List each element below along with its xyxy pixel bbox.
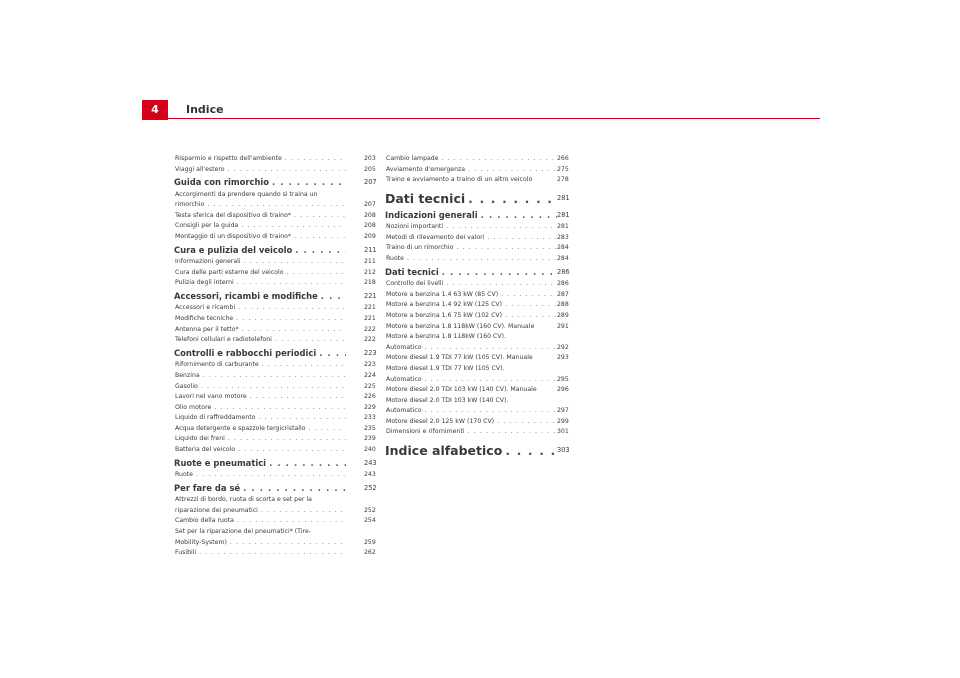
- toc-entry[interactable]: [385, 311, 557, 322]
- toc-entry-text[interactable]: Set per la riparazione dei pneumatici* (Tire-: [175, 528, 311, 536]
- toc-entry[interactable]: [174, 413, 346, 424]
- toc-entry[interactable]: [174, 200, 346, 211]
- dot-leader: [196, 470, 346, 481]
- toc-entry[interactable]: [174, 424, 346, 435]
- toc-page-number: 286: [557, 280, 569, 288]
- toc-page-number: 226: [364, 393, 376, 401]
- toc-entry-label: Benzina: [175, 371, 200, 379]
- toc-page-number: 301: [557, 428, 569, 436]
- toc-page-number: 235: [364, 424, 376, 432]
- toc-entry[interactable]: [174, 268, 346, 279]
- toc-entry[interactable]: [174, 278, 346, 289]
- toc-entry[interactable]: [174, 516, 346, 527]
- dot-leader: [241, 221, 346, 232]
- toc-page-number: 266: [557, 155, 569, 162]
- toc-page-number: 293: [557, 354, 569, 362]
- dot-leader: [261, 506, 346, 517]
- toc-entry[interactable]: [174, 371, 346, 382]
- toc-entry-label: Montaggio di un dispositivo di traino*: [175, 233, 291, 241]
- toc-entry[interactable]: [385, 243, 557, 254]
- toc-entry[interactable]: [385, 165, 557, 176]
- toc-entry-label: Motore diesel 2.0 125 kW (170 CV): [386, 417, 495, 425]
- toc-page-number: 284: [557, 255, 569, 263]
- dot-leader: [446, 279, 557, 290]
- toc-entry-label: Fusibili: [175, 549, 197, 557]
- toc-page-number: 207: [364, 178, 377, 187]
- dot-leader: [242, 325, 346, 336]
- toc-entry[interactable]: [174, 325, 346, 336]
- dot-leader: [238, 303, 346, 314]
- toc-page-number: 225: [364, 382, 376, 390]
- toc-entry[interactable]: [385, 427, 557, 438]
- header-divider: [168, 118, 820, 119]
- toc-entry-label: Dati tecnici: [385, 190, 466, 206]
- toc-entry-label: Liquido dei freni: [175, 435, 225, 443]
- toc-entry-label: Metodi di rilevamento dei valori: [386, 233, 485, 241]
- toc-entry-label: Cambio della ruota: [175, 517, 234, 525]
- toc-entry-label: Liquido di raffreddamento: [175, 414, 256, 422]
- toc-section-heading[interactable]: [385, 266, 557, 280]
- toc-chapter-heading[interactable]: [385, 441, 557, 460]
- dot-leader: [228, 165, 346, 176]
- toc-entry-label: Traino di un rimorchio: [386, 244, 454, 252]
- toc-page-number: 289: [557, 311, 569, 319]
- toc-page-number: 233: [364, 414, 376, 422]
- toc-entry-label: Nozioni importanti: [386, 223, 444, 231]
- toc-page-number-spacer: [364, 527, 384, 538]
- dot-leader: [407, 254, 557, 265]
- toc-page-number: 259: [364, 538, 376, 546]
- toc-entry-label: Indicazioni generali: [385, 209, 478, 220]
- toc-page-number: 295: [557, 375, 569, 383]
- toc-page-number: 203: [364, 155, 376, 162]
- toc-page-number: 287: [557, 290, 569, 298]
- toc-entry-text[interactable]: Motore a benzina 1.8 118kW (160 CV). Manuale: [386, 322, 535, 330]
- toc-column-right: [385, 154, 557, 460]
- toc-page-number: 207: [364, 201, 376, 209]
- toc-section-heading[interactable]: [174, 176, 346, 190]
- toc-page-number: 278: [557, 176, 569, 184]
- toc-entry-label: Risparmio e rispetto dell'ambiente: [175, 155, 282, 162]
- toc-page-number: 224: [364, 371, 376, 379]
- dot-leader: [237, 278, 346, 289]
- toc-page-number: 239: [364, 435, 376, 443]
- toc-page-number: 292: [557, 343, 569, 351]
- dot-leader: [228, 434, 346, 445]
- toc-page-number: 243: [364, 458, 377, 467]
- toc-entry-label: Viaggi all'estero: [175, 165, 225, 173]
- toc-page-number: 262: [364, 549, 376, 557]
- toc-entry-label: Indice alfabetico: [385, 443, 503, 459]
- toc-entry-label: Dati tecnici: [385, 266, 439, 277]
- dot-leader: [505, 300, 557, 311]
- toc-entry-label: Cura e pulizia del veicolo: [174, 244, 293, 255]
- toc-entry-label: Ruote e pneumatici: [174, 457, 267, 468]
- toc-page-number: 275: [557, 165, 569, 173]
- toc-page-number: 211: [364, 258, 376, 266]
- toc-entry[interactable]: [174, 314, 346, 325]
- dot-leader: [207, 200, 346, 211]
- dot-leader: [505, 441, 557, 460]
- toc-page-number: 296: [557, 386, 569, 394]
- toc-page-number: 281: [557, 210, 570, 219]
- toc-page-numbers-right: [557, 154, 577, 460]
- toc-page-number: 209: [364, 233, 376, 241]
- toc-entry[interactable]: [385, 406, 557, 417]
- toc-column-left: [174, 154, 346, 559]
- dot-leader: [203, 371, 346, 382]
- dot-leader: [442, 266, 557, 280]
- dot-leader: [456, 243, 557, 254]
- dot-leader: [468, 427, 557, 438]
- toc-entry-label: Mobility-System): [175, 538, 227, 546]
- dot-leader: [309, 424, 346, 435]
- toc-entry-label: Consigli per la guida: [175, 222, 239, 230]
- toc-entry-text[interactable]: Motore diesel 2.0 TDI 103 kW (140 CV). Manuale: [386, 386, 537, 394]
- toc-entry-label: Dimensioni e rifornimenti: [386, 428, 465, 436]
- toc-entry[interactable]: [174, 382, 346, 393]
- toc-entry-label: Automatico: [386, 343, 422, 351]
- dot-leader: [442, 154, 557, 165]
- toc-page-number: 281: [557, 193, 570, 202]
- toc-entry-label: Antenna per il tetto*: [175, 325, 239, 333]
- toc-entry-label: Testa sferica del dispositivo di traino*: [175, 211, 291, 219]
- toc-page-number: 284: [557, 244, 569, 252]
- toc-page-number: 222: [364, 336, 376, 344]
- toc-page-number: 221: [364, 304, 376, 312]
- dot-leader: [468, 189, 557, 208]
- toc-page-number: 223: [364, 348, 377, 357]
- dot-leader: [238, 445, 346, 456]
- toc-entry-text[interactable]: Motore diesel 1.9 TDI 77 kW (105 CV).: [386, 364, 505, 372]
- toc-entry-label: Ruote: [175, 471, 193, 479]
- toc-entry-label: Controlli e rabbocchi periodici: [174, 347, 317, 358]
- toc-page-number: 252: [364, 483, 377, 492]
- dot-leader: [201, 382, 346, 393]
- toc-entry[interactable]: [174, 434, 346, 445]
- toc-entry[interactable]: [174, 470, 346, 481]
- toc-entry-label: Modifiche tecniche: [175, 315, 234, 323]
- toc-entry[interactable]: [385, 343, 557, 354]
- dot-leader: [425, 406, 557, 417]
- toc-entry-label: riparazione dei pneumatici: [175, 506, 258, 514]
- dot-leader: [321, 290, 346, 304]
- toc-page-number: 286: [557, 267, 570, 276]
- toc-page-number-spacer: [364, 495, 384, 506]
- dot-leader: [287, 268, 346, 279]
- toc-page-number: 223: [364, 361, 376, 369]
- toc-entry[interactable]: [174, 548, 346, 559]
- toc-page-number: 208: [364, 211, 376, 219]
- toc-entry[interactable]: [385, 375, 557, 386]
- dot-leader: [487, 233, 557, 244]
- dot-leader: [269, 457, 346, 471]
- toc-entry[interactable]: [385, 279, 557, 290]
- toc-entry-text[interactable]: Motore diesel 2.0 TDI 103 kW (140 CV).: [386, 396, 509, 404]
- toc-entry[interactable]: [385, 222, 557, 233]
- dot-leader: [294, 211, 346, 222]
- dot-leader: [501, 290, 557, 301]
- dot-leader: [497, 417, 557, 428]
- toc-entry-label: Accessori, ricambi e modifiche: [174, 290, 318, 301]
- toc-entry-text[interactable]: Accorgimenti da prendere quando si traina un: [175, 190, 318, 198]
- toc-entry-label: Gasolio: [175, 382, 198, 390]
- dot-leader: [505, 311, 557, 322]
- toc-page-number: 229: [364, 403, 376, 411]
- page-number-tab: 4: [142, 100, 168, 120]
- toc-entry[interactable]: [385, 290, 557, 301]
- toc-entry[interactable]: [385, 233, 557, 244]
- toc-entry-text[interactable]: Motore a benzina 1.8 118kW (160 CV).: [386, 333, 506, 341]
- toc-page-number: 303: [557, 446, 570, 455]
- toc-entry[interactable]: [385, 254, 557, 265]
- toc-page-number-spacer: [557, 364, 577, 375]
- toc-page-number: 218: [364, 279, 376, 287]
- toc-entry[interactable]: [385, 154, 557, 165]
- toc-page-number: 299: [557, 417, 569, 425]
- toc-entry-label: Olio motore: [175, 403, 212, 411]
- toc-entry-label: Telefoni cellulari e radiotelefoni: [175, 336, 272, 344]
- toc-entry[interactable]: [174, 221, 346, 232]
- dot-leader: [214, 403, 346, 414]
- toc-entry[interactable]: [174, 360, 346, 371]
- toc-entry-label: Informazioni generali: [175, 258, 241, 266]
- toc-page-number: 252: [364, 506, 376, 514]
- dot-leader: [294, 232, 346, 243]
- toc-entry[interactable]: [174, 403, 346, 414]
- toc-section-heading[interactable]: [174, 347, 346, 361]
- dot-leader: [199, 548, 346, 559]
- toc-page-number: 254: [364, 517, 376, 525]
- toc-page-number: 297: [557, 407, 569, 415]
- dot-leader: [244, 257, 346, 268]
- toc-entry-label: Ruote: [386, 255, 404, 263]
- toc-entry-label: Pulizia degli interni: [175, 279, 234, 287]
- toc-page-number: 240: [364, 446, 376, 454]
- toc-page-number: 243: [364, 471, 376, 479]
- dot-leader: [481, 209, 557, 223]
- dot-leader: [243, 482, 346, 496]
- dot-leader: [250, 392, 346, 403]
- toc-entry-label: Accessori e ricambi: [175, 304, 236, 312]
- toc-page-number: 211: [364, 245, 377, 254]
- toc-entry[interactable]: [174, 538, 346, 549]
- page-title: Indice: [186, 103, 224, 116]
- toc-page-number: 291: [557, 322, 569, 330]
- toc-section-heading[interactable]: [174, 244, 346, 258]
- toc-entry-label: Cambio lampade: [386, 155, 439, 162]
- dot-leader: [236, 314, 346, 325]
- toc-entry-label: Automatico: [386, 407, 422, 415]
- toc-page-number-spacer: [557, 332, 577, 343]
- toc-entry-label: Cura delle parti esterne del veicolo: [175, 268, 284, 276]
- toc-entry-label: Per fare da sé: [174, 482, 241, 493]
- toc-entry-text[interactable]: Motore diesel 1.9 TDI 77 kW (105 CV). Manuale: [386, 354, 533, 362]
- toc-section-heading[interactable]: [174, 482, 346, 496]
- toc-page-number: 205: [364, 165, 376, 173]
- dot-leader: [425, 375, 557, 386]
- toc-entry-label: Acqua detergente e spazzole tergicristallo: [175, 424, 306, 432]
- toc-entry-label: Guida con rimorchio: [174, 177, 270, 188]
- toc-page-number: 221: [364, 291, 377, 300]
- toc-entry[interactable]: [174, 445, 346, 456]
- dot-leader: [262, 360, 346, 371]
- dot-leader: [295, 244, 346, 258]
- toc-entry-label: Rifornimento di carburante: [175, 361, 259, 369]
- toc-entry[interactable]: [174, 165, 346, 176]
- toc-page-number: 222: [364, 325, 376, 333]
- toc-page-number: 288: [557, 301, 569, 309]
- toc-entry[interactable]: [385, 300, 557, 311]
- toc-page-numbers-left: [364, 154, 384, 559]
- dot-leader: [468, 165, 557, 176]
- toc-entry-label: Avviamento d'emergenza: [386, 165, 466, 173]
- dot-leader: [237, 516, 346, 527]
- toc-entry[interactable]: [174, 303, 346, 314]
- dot-leader: [275, 335, 346, 346]
- toc-page-number: 221: [364, 315, 376, 323]
- toc-entry-label: Motore a benzina 1.6 75 kW (102 CV): [386, 311, 503, 319]
- toc-entry-label: Automatico: [386, 375, 422, 383]
- toc-section-heading[interactable]: [385, 209, 557, 223]
- toc-entry-label: Batteria del veicolo: [175, 446, 236, 454]
- toc-entry[interactable]: [385, 417, 557, 428]
- toc-entry[interactable]: [174, 211, 346, 222]
- toc-entry[interactable]: [174, 335, 346, 346]
- toc-entry-label: rimorchio: [175, 201, 205, 209]
- toc-entry[interactable]: [174, 392, 346, 403]
- toc-chapter-heading[interactable]: [385, 189, 557, 208]
- toc-page-number-spacer: [557, 396, 577, 407]
- dot-leader: [319, 347, 346, 361]
- toc-entry-label: Controllo dei livelli: [386, 280, 444, 288]
- toc-section-heading[interactable]: [174, 457, 346, 471]
- toc-entry[interactable]: [174, 506, 346, 517]
- toc-page-number: 283: [557, 233, 569, 241]
- toc-entry-label: Motore a benzina 1.4 92 kW (125 CV): [386, 301, 503, 309]
- toc-entry-label: Lavori nel vano motore: [175, 393, 247, 401]
- toc-entry-text[interactable]: Attrezzi di bordo, ruota di scorta e set per la: [175, 496, 312, 504]
- dot-leader: [285, 154, 346, 165]
- toc-entry[interactable]: [174, 257, 346, 268]
- toc-entry-label: Motore a benzina 1.4 63 kW (85 CV): [386, 290, 499, 298]
- toc-entry[interactable]: [174, 232, 346, 243]
- dot-leader: [258, 413, 346, 424]
- toc-page-number: 281: [557, 223, 569, 231]
- toc-entry-text[interactable]: Traino e avviamento a traino di un altro veicolo: [386, 176, 533, 184]
- toc-entry[interactable]: [174, 154, 346, 165]
- dot-leader: [272, 176, 346, 190]
- dot-leader: [446, 222, 557, 233]
- toc-page-number: 212: [364, 268, 376, 276]
- dot-leader: [425, 343, 557, 354]
- dot-leader: [230, 538, 346, 549]
- toc-page-number: 208: [364, 222, 376, 230]
- toc-page-number-spacer: [364, 190, 384, 201]
- toc-section-heading[interactable]: [174, 290, 346, 304]
